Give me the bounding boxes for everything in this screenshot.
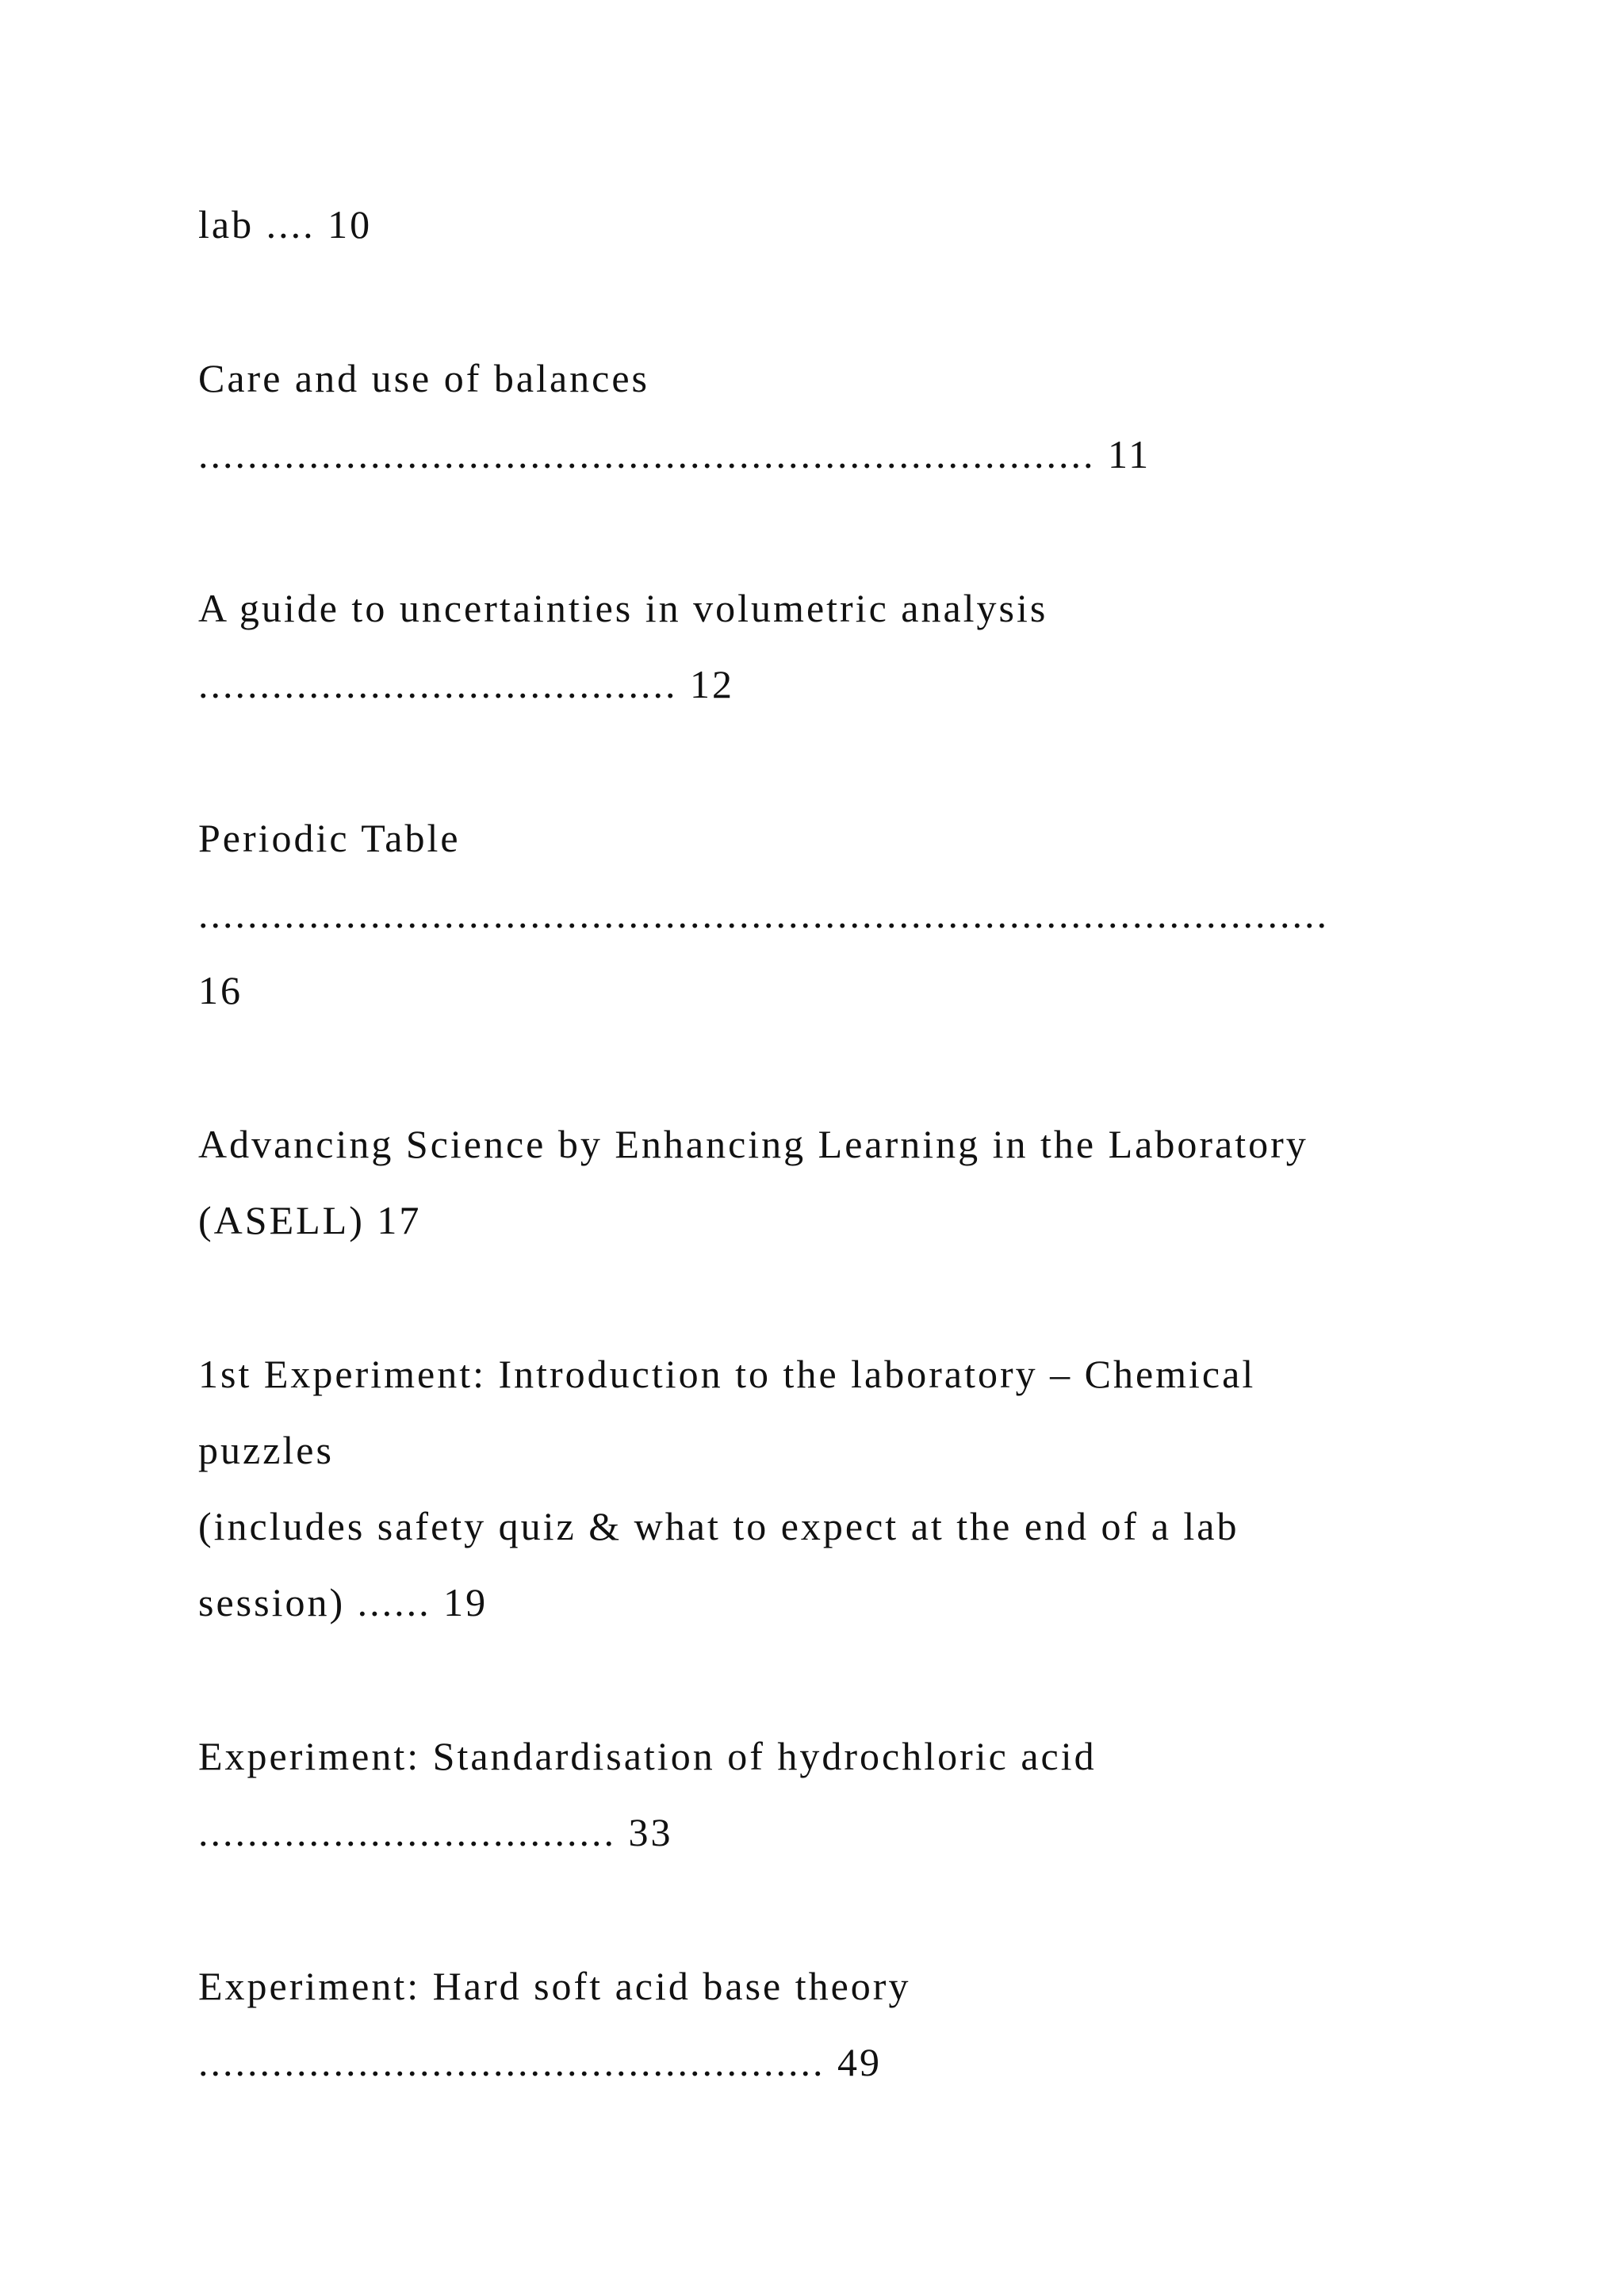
toc-entry-first-experiment-title-cont: puzzles bbox=[198, 1428, 334, 1472]
toc-entry-periodic-table-page: 16 bbox=[198, 968, 243, 1012]
toc-entry-hsab-title: Experiment: Hard soft acid base theory bbox=[198, 1964, 911, 2008]
toc-entry-periodic-table-leader: ............................................................................................ bbox=[198, 892, 1329, 936]
toc-entry-periodic-table-title: Periodic Table bbox=[198, 816, 461, 860]
toc-entry-first-experiment-note: (includes safety quiz & what to expect at the end of a lab bbox=[198, 1504, 1239, 1548]
toc-entry-asell-page: (ASELL) 17 bbox=[198, 1198, 422, 1242]
toc-entry-standardisation-title: Experiment: Standardisation of hydrochloric acid bbox=[198, 1734, 1097, 1778]
toc-entry-care-balances-title: Care and use of balances bbox=[198, 356, 649, 400]
toc-entry-uncertainties-leader: ....................................... 12 bbox=[198, 662, 734, 706]
toc-entry-uncertainties-title: A guide to uncertainties in volumetric analysis bbox=[198, 586, 1048, 630]
toc-entry-lab-page: lab .... 10 bbox=[198, 202, 373, 247]
toc-entry-care-balances-leader: ......................................................................... 11 bbox=[198, 432, 1151, 476]
toc-entry-first-experiment-title: 1st Experiment: Introduction to the laboratory – Chemical bbox=[198, 1352, 1256, 1396]
toc-entry-standardisation-leader: .................................. 33 bbox=[198, 1810, 673, 1854]
toc-entry-first-experiment-page: session) ...... 19 bbox=[198, 1580, 488, 1624]
toc-entry-hsab-leader: ................................................... 49 bbox=[198, 2040, 882, 2084]
toc-entry-asell-title: Advancing Science by Enhancing Learning in the Laboratory bbox=[198, 1122, 1308, 1166]
